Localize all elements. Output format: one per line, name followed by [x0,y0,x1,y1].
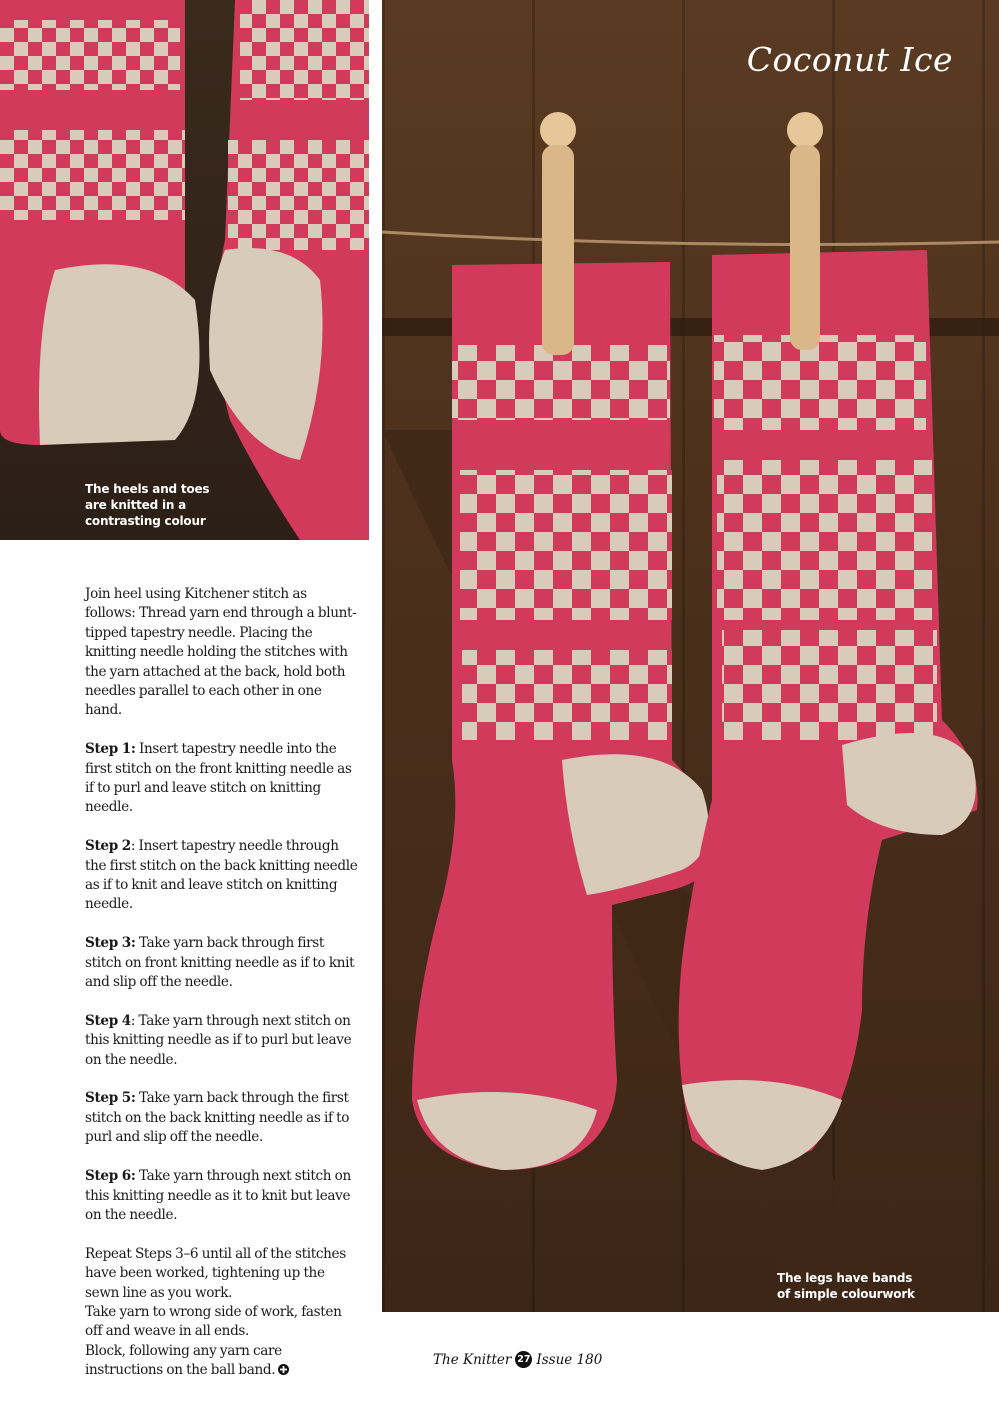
socks-photo-illustration [382,0,999,1312]
legs-photo-caption: The legs have bands of simple colourwork [777,1271,915,1301]
magazine-name: The Knitter [433,1351,512,1368]
step-6 [85,1167,360,1225]
step-text: Take yarn through next stitch on this knitting needle as it to knit but leave on the needle. [85,1168,351,1223]
closing-block [85,1342,360,1381]
page-number-badge: 27 [515,1351,532,1368]
kitchener-instructions [85,585,360,1381]
step-1 [85,740,360,818]
step-text: : Take yarn through next stitch on this knitting needle as if to purl but leave on the needle. [85,1012,352,1068]
heel-detail-photo [0,0,369,540]
clothespin-right [787,112,823,350]
step-2 [85,837,360,915]
step-text: Take yarn back through the first stitch on the back knitting needle as if to purl and slip off the needle. [85,1090,350,1146]
step-label: Step 3: [85,935,136,952]
end-mark-icon [278,1364,289,1375]
step-label: Step 6: [85,1168,136,1185]
instructions-intro: Join heel using Kitchener stitch as follows: Thread yarn end through a blunt-tipped tapestry needle. Placing the knitting needle holding the stitches with the yarn attached at the back, hold both needles parallel to each other in one hand. [85,586,357,719]
step-3 [85,934,360,992]
step-label: Step 1: [85,741,136,758]
step-label: Step 4 [85,1012,131,1029]
issue-number: Issue 180 [536,1351,603,1368]
page-footer [433,1351,602,1368]
step-text: Insert tapestry needle into the first stitch on the front knitting needle as if to purl and leave stitch on knitting needle. [85,741,352,816]
step-4 [85,1012,360,1070]
step-5 [85,1089,360,1147]
clothespin-left [540,112,576,355]
socks-main-photo [382,0,999,1312]
step-text: : Insert tapestry needle through the first stitch on the back knitting needle as if to knit and leave stitch on knitting needle. [85,838,358,913]
heel-photo-caption: The heels and toes are knitted in a contrasting colour [85,482,210,528]
step-label: Step 2 [85,838,131,855]
article-title: Coconut Ice [746,40,953,79]
heel-photo-illustration [0,0,369,540]
closing-fasten: Take yarn to wrong side of work, fasten off and weave in all ends. [85,1303,342,1340]
closing-repeat: Repeat Steps 3–6 until all of the stitches have been worked, tightening up the sewn line as you work. [85,1245,346,1301]
step-label: Step 5: [85,1090,136,1107]
closing-block-text: Block, following any yarn care instructions on the ball band. [85,1342,282,1379]
step-text: Take yarn back through first stitch on front knitting needle as if to knit and slip off the needle. [85,935,355,991]
